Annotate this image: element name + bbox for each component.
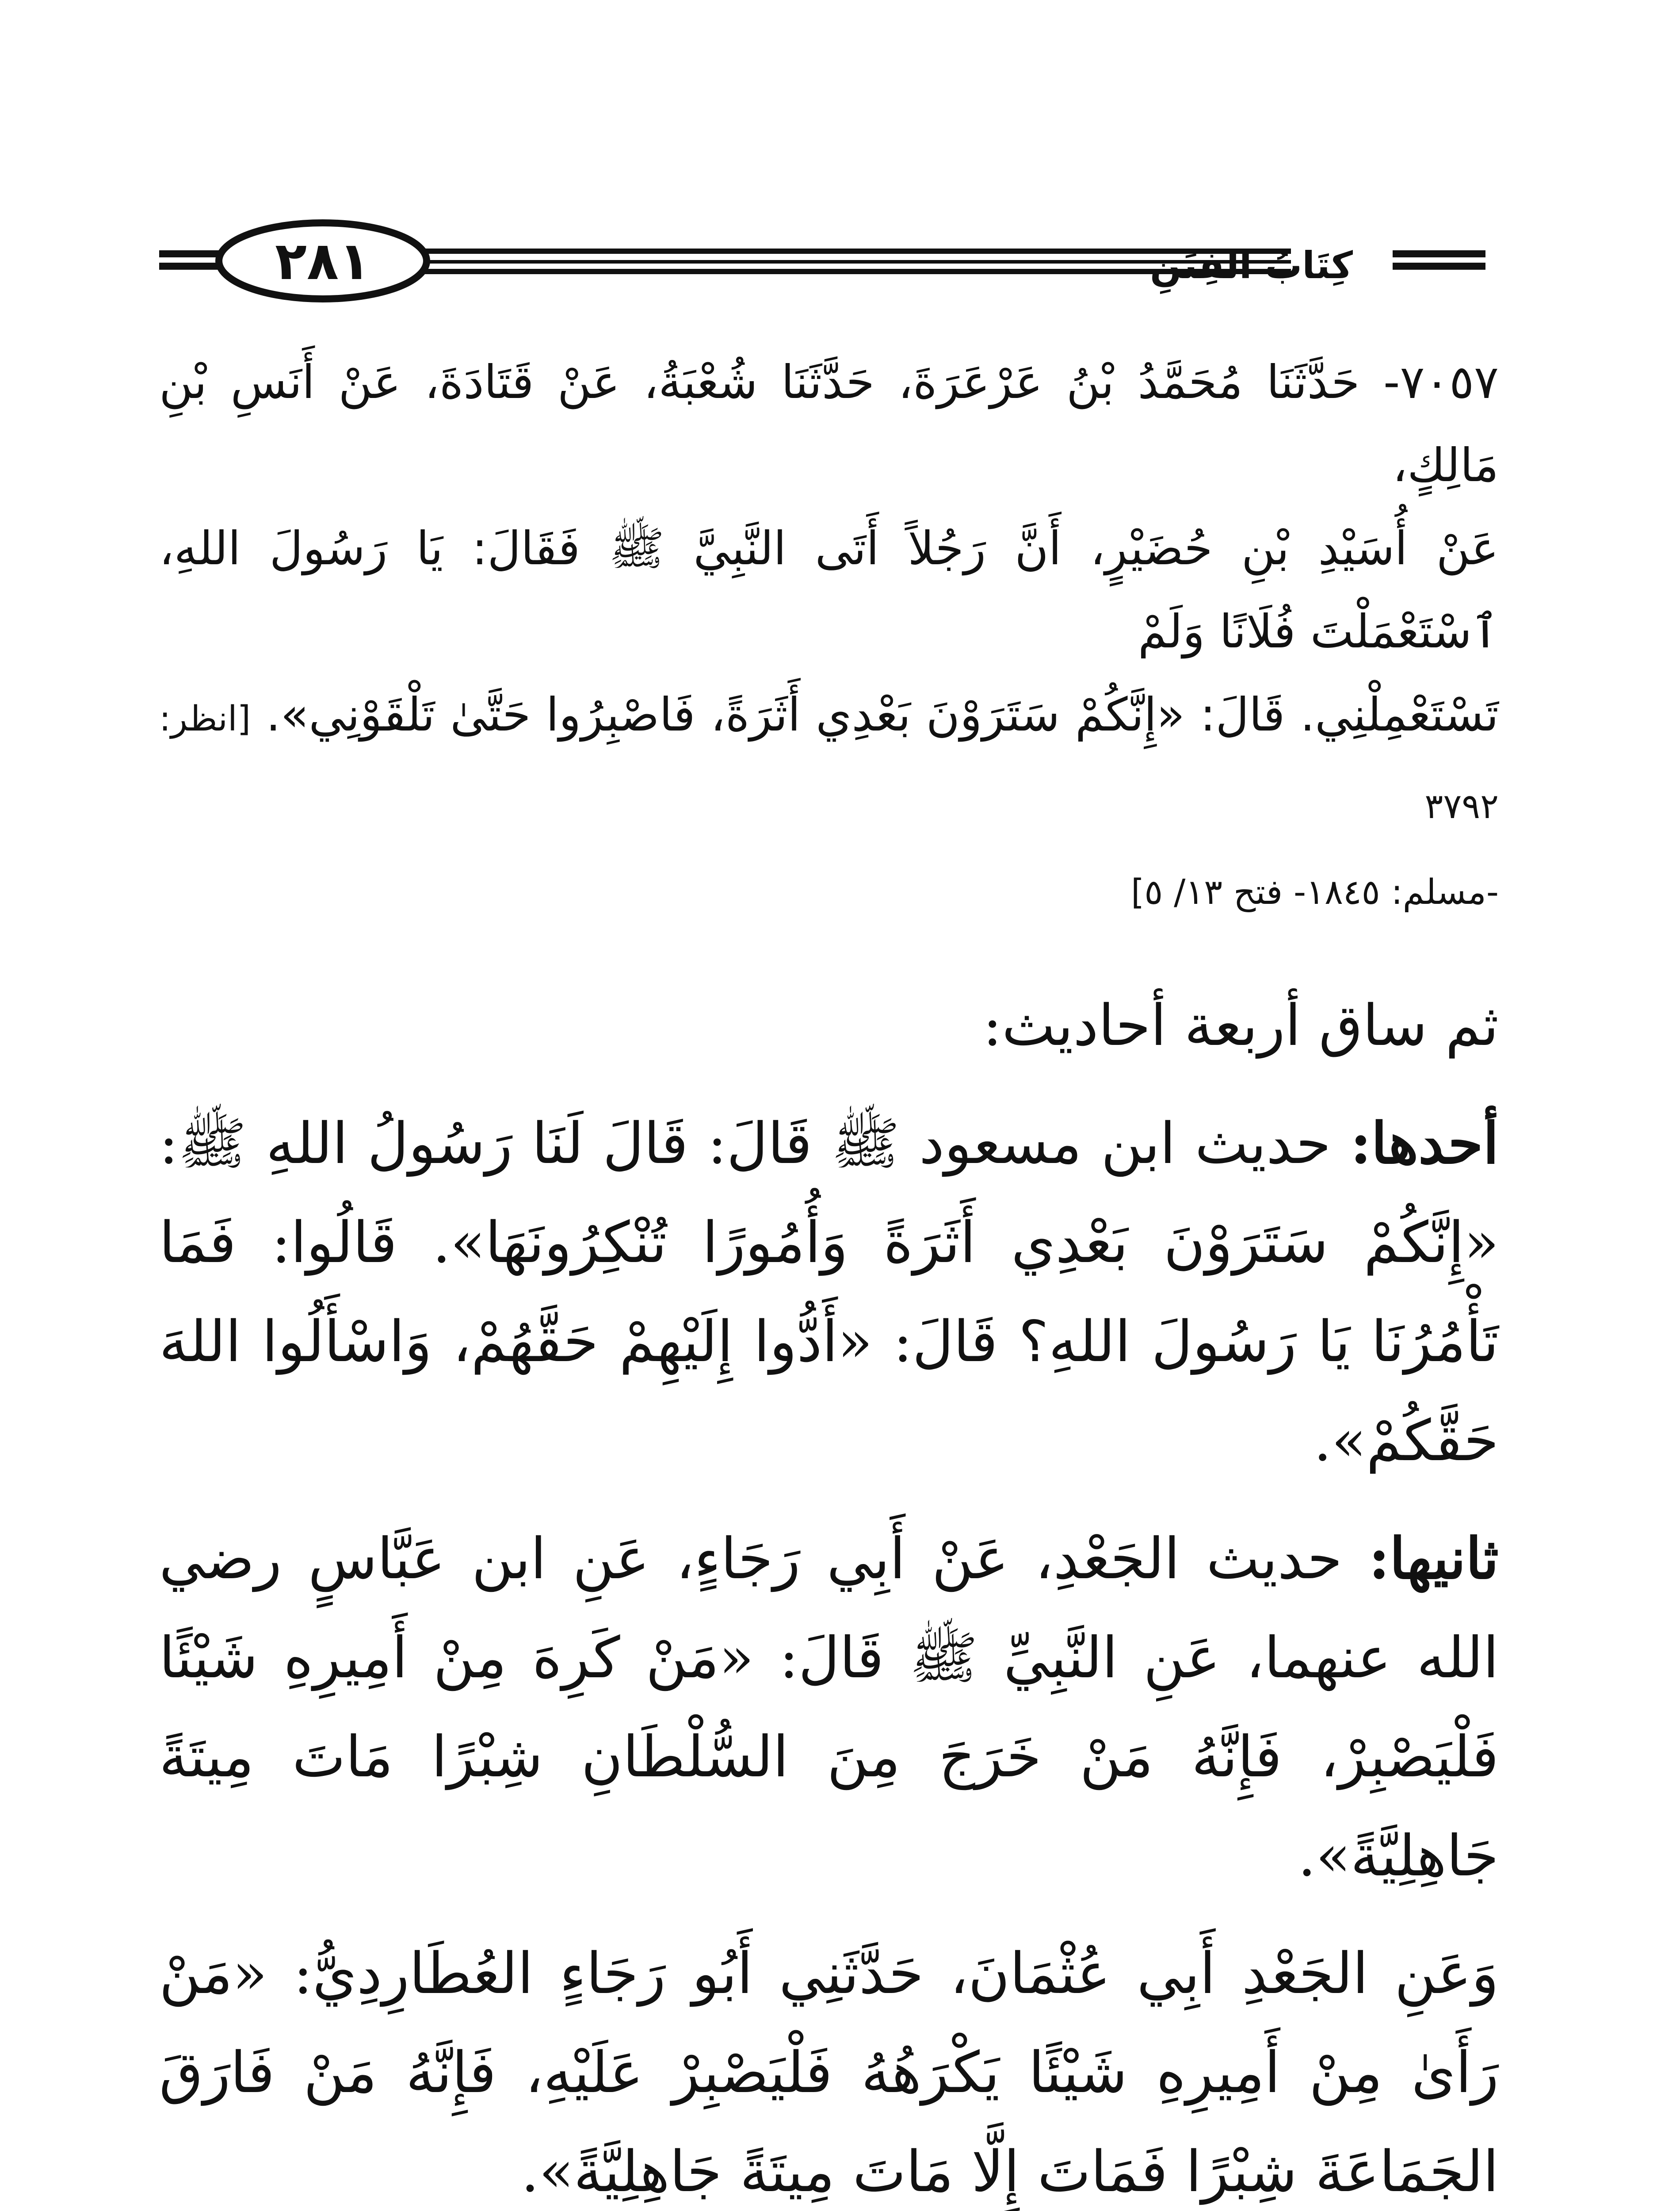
right-rule-top: [1393, 250, 1485, 257]
book-title: كِتَابُ الفِتَنِ: [1149, 244, 1353, 287]
hadith-text: [159, 340, 1499, 848]
hadith-line-text: تَسْتَعْمِلْنِي. قَالَ: «إِنَّكُمْ سَتَرَوْنَ بَعْدِي أَثَرَةً، فَاصْبِرُوا حَتَّىٰ تَلْقَوْنِي».: [266, 688, 1499, 742]
source-reference: -مسلم: ١٨٤٥- فتح ١٣/ ٥]: [1130, 872, 1499, 912]
commentary-paragraph-first: [159, 1094, 1499, 1491]
commentary-intro: ثم ساق أربعة أحاديث:: [983, 993, 1499, 1059]
paragraph-text: حديث ابن مسعود ﷺ قَالَ: قَالَ لَنَا رَسُولُ اللهِ ﷺ: «إِنَّكُمْ سَتَرَوْنَ بَعْدِي أَثَرَةً وَأُمُورًا تُنْكِرُونَهَا». قَالُوا: فَمَا تَأْمُرُنَا يَا رَسُولَ اللهِ؟ قَالَ: «أَدُّوا إِلَيْهِمْ حَقَّهُمْ، وَاسْأَلُوا اللهَ حَقَّكُمْ».: [159, 1111, 1499, 1474]
paragraph-text: حديث الجَعْدِ، عَنْ أَبِي رَجَاءٍ، عَنِ ابن عَبَّاسٍ رضي الله عنهما، عَنِ النَّبِيِّ ﷺ قَالَ: «مَنْ كَرِهَ مِنْ أَمِيرِهِ شَيْئًا فَلْيَصْبِرْ، فَإِنَّهُ مَنْ خَرَجَ مِنَ السُّلْطَانِ شِبْرًا مَاتَ مِيتَةً جَاهِلِيَّةً».: [159, 1526, 1499, 1889]
hadith-line: عَنْ أُسَيْدِ بْنِ حُضَيْرٍ، أَنَّ رَجُلاً أَتَى النَّبِيَّ ﷺ فَقَالَ: يَا رَسُولَ اللهِ، ٱسْتَعْمَلْتَ فُلَانًا وَلَمْ: [159, 521, 1499, 658]
commentary-paragraph-second-variant: [159, 1924, 1499, 2211]
paragraph-text: وَعَنِ الجَعْدِ أَبِي عُثْمَانَ، حَدَّثَنِي أَبُو رَجَاءٍ العُطَارِدِيُّ: «مَنْ رَأَىٰ مِنْ أَمِيرِهِ شَيْئًا يَكْرَهُهُ فَلْيَصْبِرْ عَلَيْهِ، فَإِنَّهُ مَنْ فَارَقَ الجَمَاعَةَ شِبْرًا فَمَاتَ إِلَّا مَاتَ مِيتَةً جَاهِلِيَّةً».: [159, 1941, 1499, 2205]
paragraph-lead: أحدها:: [1350, 1110, 1499, 1177]
right-rule-bottom: [1393, 263, 1485, 270]
hadith-line: ٧٠٥٧- حَدَّثَنَا مُحَمَّدُ بْنُ عَرْعَرَةَ، حَدَّثَنَا شُعْبَةُ، عَنْ قَتَادَةَ، عَنْ أَنَسِ بْنِ مَالِكٍ،: [159, 355, 1499, 492]
cross-reference: [انظر: ٣٧٩٢: [159, 699, 1499, 826]
hadith-line: [159, 673, 1499, 848]
commentary-paragraph-second: [159, 1509, 1499, 1906]
running-header: [159, 208, 1485, 314]
paragraph-lead: ثانيها:: [1368, 1526, 1499, 1592]
page-content: [159, 340, 1499, 2211]
page-number: ٢٨١: [275, 230, 371, 291]
